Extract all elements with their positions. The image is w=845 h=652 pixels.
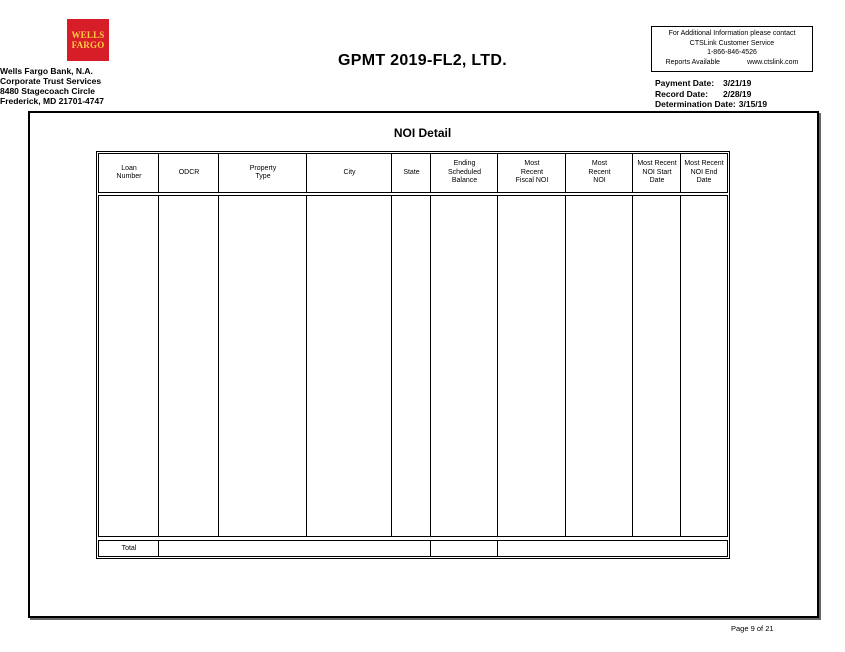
contact-phone: 1-866-846-4526 (707, 49, 757, 57)
bank-address (0, 66, 104, 106)
contact-box (651, 26, 813, 72)
bank-city: Frederick, MD 21701-4747 (0, 96, 104, 106)
ctslink-url[interactable]: www.ctslink.com (747, 58, 799, 66)
record-date-label: Record Date: (655, 88, 708, 99)
column-divider (497, 196, 498, 536)
column-divider (306, 154, 307, 192)
logo-line-1: WELLS (71, 30, 105, 40)
bank-street: 8480 Stagecoach Circle (0, 86, 95, 96)
contact-line-2: CTSLink Customer Service (689, 39, 775, 47)
column-divider (430, 196, 431, 536)
column-header: City (343, 168, 356, 176)
column-header: Loan Number (116, 164, 142, 180)
column-divider (158, 196, 159, 536)
total-row (98, 540, 728, 557)
page-number: Page 9 of 21 (731, 624, 774, 633)
record-date-value: 2/28/19 (723, 88, 752, 99)
column-header: Property Type (249, 164, 277, 180)
payment-date-label: Payment Date: (655, 78, 715, 88)
column-divider (680, 154, 681, 192)
payment-date-value: 3/21/19 (723, 78, 752, 88)
contact-line-1: For Additional Information please contact (668, 30, 796, 37)
column-divider (218, 154, 219, 192)
logo-line-2: FARGO (71, 40, 105, 50)
column-divider (497, 154, 498, 192)
column-divider (391, 154, 392, 192)
bank-name: Wells Fargo Bank, N.A. (0, 66, 93, 76)
column-divider (158, 154, 159, 192)
total-divider (158, 541, 159, 556)
document-title: GPMT 2019-FL2, LTD. (338, 52, 507, 69)
table-body (98, 195, 728, 537)
column-divider (430, 154, 431, 192)
section-title: NOI Detail (393, 126, 452, 140)
column-header: Most Recent NOI End Date (684, 160, 724, 185)
column-header: State (403, 168, 420, 176)
column-divider (306, 196, 307, 536)
column-divider (632, 154, 633, 192)
reports-available-label: Reports Available (665, 58, 720, 66)
column-divider (565, 196, 566, 536)
column-divider (391, 196, 392, 536)
column-divider (680, 196, 681, 536)
total-divider (497, 541, 498, 556)
column-header: Most Recent NOI (588, 160, 611, 185)
determination-date-value: 3/15/19 (738, 99, 768, 109)
column-divider (565, 154, 566, 192)
column-header: Ending Scheduled Balance (447, 160, 482, 185)
determination-date-label: Determination Date: (655, 99, 736, 109)
column-header: Most Recent Fiscal NOI (515, 160, 549, 185)
column-divider (218, 196, 219, 536)
total-label: Total (121, 545, 137, 552)
column-header: ODCR (178, 168, 200, 176)
dates-block (655, 78, 767, 110)
column-divider (632, 196, 633, 536)
total-divider (430, 541, 431, 556)
column-header: Most Recent NOI Start Date (637, 160, 677, 185)
bank-dept: Corporate Trust Services (0, 76, 102, 86)
table-header (98, 153, 728, 193)
